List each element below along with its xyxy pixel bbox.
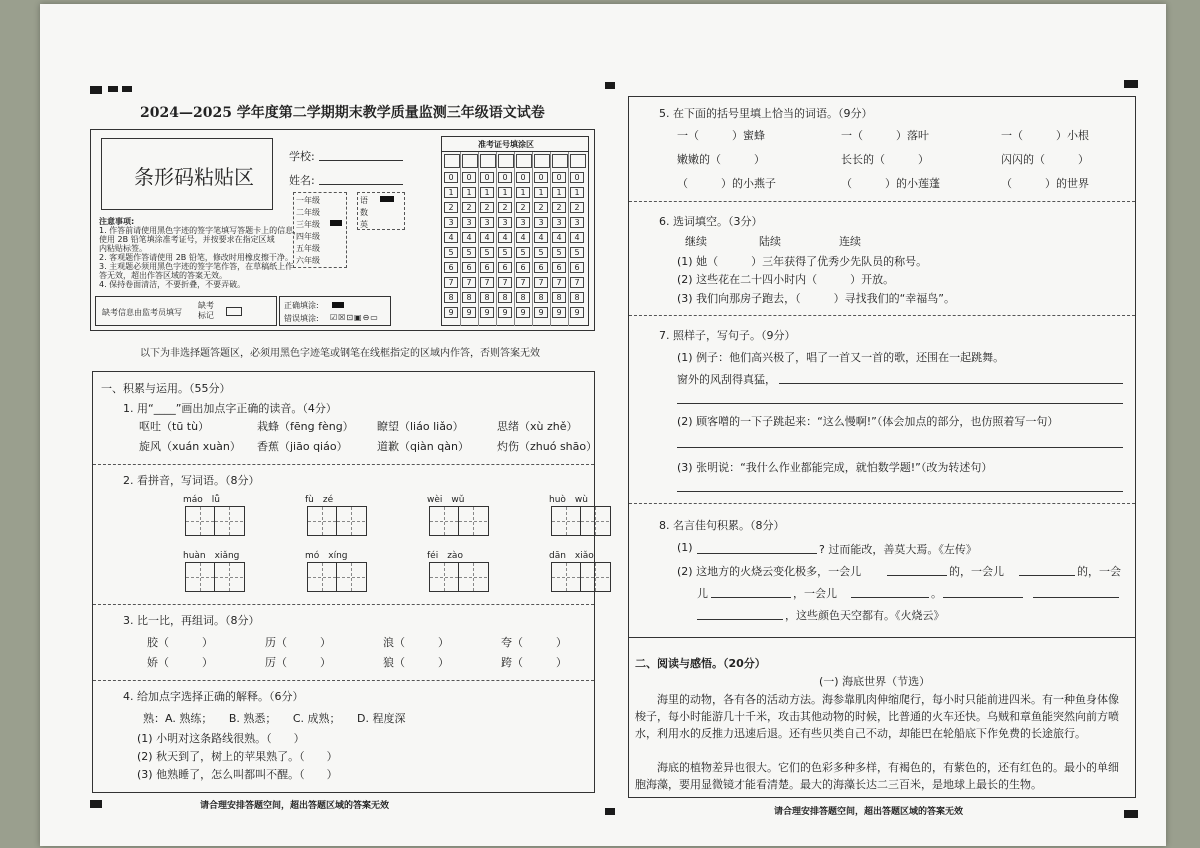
answer-area-notice: 以下为非选择题答题区，必须用黑色字迹笔或钢笔在线框指定的区域内作答，否则答案无效 <box>140 348 540 359</box>
exam-id-bubble[interactable]: 6 <box>444 262 458 273</box>
grade-6[interactable]: 六年级 <box>296 256 320 265</box>
exam-id-bubble[interactable]: 4 <box>480 232 494 243</box>
exam-id-bubble[interactable]: 4 <box>534 232 548 243</box>
exam-title: 2024—2025 学年度第二学期期末教学质量监测三年级语文试卷 <box>140 105 545 121</box>
exam-id-bubble[interactable]: 9 <box>534 307 548 318</box>
q8-item1-label: (1) <box>677 541 693 554</box>
q3-item[interactable]: 娇（ ） <box>147 656 213 669</box>
note-line: 1. 作答前请使用黑色字迹的签字笔填写答题卡上的信息， <box>99 226 302 235</box>
corner-mark <box>1124 80 1138 88</box>
grade-3[interactable]: 三年级 <box>296 220 320 229</box>
exam-id-bubble[interactable]: 0 <box>480 172 494 183</box>
note-line: 3. 主观题必须用黑色字迹的签字笔作答，在草稿纸上作 <box>99 262 294 271</box>
exam-id-bubble[interactable]: 6 <box>570 262 584 273</box>
q8-item2-text: ，这些颜色天空都有。《火烧云》 <box>785 609 945 622</box>
q8-blank[interactable] <box>1019 565 1075 576</box>
fill-example-box <box>279 296 391 326</box>
note-line: 内粘贴标签。 <box>99 244 147 253</box>
grade-selector <box>293 192 347 268</box>
exam-id-column <box>514 152 533 326</box>
q8-item2-text: ，一会儿 <box>793 587 837 600</box>
corner-mark <box>108 86 118 92</box>
q1-item: 瞭望（liáo liǎo） <box>377 420 464 433</box>
grade-1[interactable]: 一年级 <box>296 196 320 205</box>
q1-title: 1. 用“____”画出加点字正确的读音。（4分） <box>123 402 337 415</box>
name-label: 姓名: <box>289 174 315 187</box>
exam-id-write-box[interactable] <box>444 154 460 168</box>
exam-id-bubble[interactable]: 6 <box>534 262 548 273</box>
exam-id-column <box>442 152 461 326</box>
q7-prompt: 窗外的风刮得真猛， <box>677 373 776 386</box>
q8-blank[interactable] <box>943 587 1023 598</box>
q5-item[interactable]: 闪闪的（ ） <box>1001 153 1089 166</box>
q3-title: 3. 比一比，再组词。（8分） <box>123 614 260 627</box>
q2-writing-grid[interactable] <box>551 506 611 536</box>
q8-item2-text: 儿 <box>697 587 708 600</box>
q6-word: 陆续 <box>759 235 781 248</box>
exam-id-bubble[interactable]: 9 <box>480 307 494 318</box>
q1-item: 思绪（xù zhě） <box>497 420 578 433</box>
exam-id-bubble[interactable]: 9 <box>552 307 566 318</box>
exam-id-bubble[interactable]: 5 <box>552 247 566 258</box>
exam-id-bubble[interactable]: 7 <box>444 277 458 288</box>
exam-id-bubble[interactable]: 0 <box>498 172 512 183</box>
q5-item[interactable]: 长长的（ ） <box>841 153 929 166</box>
q2-pinyin: fù zé <box>305 495 334 505</box>
q8-blank[interactable] <box>1033 587 1119 598</box>
exam-id-bubble[interactable]: 5 <box>444 247 458 258</box>
notes-title: 注意事项: <box>99 217 135 226</box>
subject-filled-mark <box>380 196 394 202</box>
q8-item2-text: 。 <box>931 587 942 600</box>
q5-item[interactable]: 一（ ）蜜蜂 <box>677 129 765 142</box>
reading-title: (一) 海底世界（节选） <box>819 675 931 688</box>
q2-writing-grid[interactable] <box>429 562 489 592</box>
exam-id-bubble[interactable]: 4 <box>516 232 530 243</box>
footer-note-right: 请合理安排答题空间，超出答题区域的答案无效 <box>774 807 964 817</box>
q5-item[interactable]: （ ）的小燕子 <box>677 177 776 190</box>
q8-blank[interactable] <box>697 543 817 554</box>
barcode-label: 条形码粘贴区 <box>134 165 254 189</box>
q3-item[interactable]: 跨（ ） <box>501 656 567 669</box>
fill-wrong-label: 错误填涂: <box>284 314 319 323</box>
exam-id-bubble[interactable]: 2 <box>552 202 566 213</box>
q1-item: 道歉（qiàn qàn） <box>377 440 469 453</box>
exam-id-bubble[interactable]: 3 <box>444 217 458 228</box>
divider <box>629 315 1135 316</box>
exam-id-bubble[interactable]: 5 <box>534 247 548 258</box>
q6-item[interactable]: (1) 她（ ）三年获得了优秀少先队员的称号。 <box>677 255 928 268</box>
exam-id-bubble[interactable]: 2 <box>462 202 476 213</box>
absent-info: 缺考信息由监考员填写 <box>102 308 182 317</box>
exam-id-bubble[interactable]: 4 <box>444 232 458 243</box>
exam-id-bubble[interactable]: 9 <box>462 307 476 318</box>
exam-id-bubble[interactable]: 6 <box>552 262 566 273</box>
q6-item[interactable]: (3) 我们向那房子跑去，（ ）寻找我们的“幸福鸟”。 <box>677 292 955 305</box>
q1-item: 灼伤（zhuó shāo） <box>497 440 598 453</box>
exam-id-bubble[interactable]: 3 <box>480 217 494 228</box>
q7-item-3: (3) 张明说：“我什么作业都能完成，就怕数学题!”（改为转述句） <box>677 461 993 474</box>
q2-pinyin: wèi wǔ <box>427 495 465 505</box>
exam-id-bubble[interactable]: 7 <box>498 277 512 288</box>
exam-id-bubble[interactable]: 0 <box>570 172 584 183</box>
exam-id-bubble[interactable]: 7 <box>534 277 548 288</box>
exam-id-bubble[interactable]: 3 <box>570 217 584 228</box>
exam-id-bubble[interactable]: 0 <box>552 172 566 183</box>
exam-id-bubble[interactable]: 8 <box>498 292 512 303</box>
exam-id-bubble[interactable]: 9 <box>444 307 458 318</box>
exam-id-title: 准考证号填涂区 <box>478 140 534 149</box>
exam-id-bubble[interactable]: 8 <box>480 292 494 303</box>
q4-item[interactable]: (3) 他熟睡了，怎么叫都叫不醒。（ ） <box>137 768 338 781</box>
exam-id-bubble[interactable]: 7 <box>516 277 530 288</box>
exam-id-bubble[interactable]: 3 <box>498 217 512 228</box>
note-line: 使用 2B 铅笔填涂准考证号，并按要求在指定区域 <box>99 235 275 244</box>
q2-title: 2. 看拼音，写词语。（8分） <box>123 474 260 487</box>
subject-english[interactable]: 英 <box>360 220 368 229</box>
grade-4[interactable]: 四年级 <box>296 232 320 241</box>
q7-answer-line[interactable] <box>779 373 1123 384</box>
note-line: 4. 保持卷面清洁，不要折叠，不要弄破。 <box>99 280 246 289</box>
q3-item[interactable]: 厉（ ） <box>265 656 331 669</box>
q2-pinyin: huò wù <box>549 495 588 505</box>
exam-id-bubble[interactable]: 8 <box>516 292 530 303</box>
q5-item[interactable]: 一（ ）落叶 <box>841 129 929 142</box>
divider <box>93 464 594 465</box>
exam-paper <box>40 4 1166 846</box>
absent-box <box>95 296 277 326</box>
q1-item: 呕吐（tū tù） <box>139 420 210 433</box>
exam-id-bubble[interactable]: 3 <box>534 217 548 228</box>
exam-id-bubble[interactable]: 0 <box>534 172 548 183</box>
q8-item2-text: 的，一会儿 <box>949 565 1004 578</box>
q3-item[interactable]: 浪（ ） <box>383 636 449 649</box>
exam-id-bubble[interactable]: 4 <box>498 232 512 243</box>
q8-item2-text: (2) 这地方的火烧云变化极多，一会儿 <box>677 565 862 578</box>
exam-id-bubble[interactable]: 4 <box>552 232 566 243</box>
exam-id-bubble[interactable]: 2 <box>444 202 458 213</box>
school-field[interactable] <box>319 150 403 161</box>
exam-id-bubble[interactable]: 5 <box>498 247 512 258</box>
exam-id-bubble[interactable]: 9 <box>516 307 530 318</box>
exam-id-column <box>496 152 515 326</box>
exam-id-bubble[interactable]: 3 <box>462 217 476 228</box>
section-1-title: 一、积累与运用。（55分） <box>101 382 231 395</box>
corner-mark <box>1124 810 1138 818</box>
q8-blank[interactable] <box>711 587 791 598</box>
exam-id-bubble[interactable]: 2 <box>516 202 530 213</box>
subject-selector <box>357 192 405 230</box>
exam-id-bubble[interactable]: 0 <box>462 172 476 183</box>
left-answer-area <box>92 371 598 793</box>
exam-id-write-box[interactable] <box>552 154 568 168</box>
section-2-title: 二、阅读与感悟。（20分） <box>635 657 766 670</box>
exam-id-bubble[interactable]: 6 <box>462 262 476 273</box>
corner-mark <box>122 86 132 92</box>
q7-example: (1) 例子：他们高兴极了，唱了一首又一首的歌，还围在一起跳舞。 <box>677 351 1005 364</box>
exam-id-bubble[interactable]: 4 <box>462 232 476 243</box>
absent-mark-box[interactable] <box>226 307 242 316</box>
divider <box>93 680 594 681</box>
exam-id-bubble[interactable]: 1 <box>552 187 566 198</box>
exam-id-column <box>460 152 479 326</box>
barcode-area <box>101 138 273 210</box>
q7-title: 7. 照样子，写句子。（9分） <box>659 329 796 342</box>
q2-pinyin: mó xíng <box>305 551 348 561</box>
exam-id-bubble[interactable]: 7 <box>552 277 566 288</box>
exam-id-bubble[interactable]: 9 <box>570 307 584 318</box>
exam-id-bubble[interactable]: 5 <box>516 247 530 258</box>
q2-writing-grid[interactable] <box>429 506 489 536</box>
corner-mark <box>605 808 615 815</box>
q7-answer-line[interactable] <box>677 393 1123 404</box>
divider <box>629 637 1135 638</box>
q3-item[interactable]: 夸（ ） <box>501 636 567 649</box>
q4-item[interactable]: (1) 小明对这条路线很熟。（ ） <box>137 732 305 745</box>
q3-item[interactable]: 历（ ） <box>265 636 331 649</box>
exam-id-bubble[interactable]: 5 <box>480 247 494 258</box>
divider <box>629 201 1135 202</box>
exam-id-bubble[interactable]: 6 <box>516 262 530 273</box>
q7-answer-line[interactable] <box>677 481 1123 492</box>
corner-mark <box>90 800 102 808</box>
exam-id-bubble[interactable]: 9 <box>498 307 512 318</box>
exam-id-bubble[interactable]: 8 <box>462 292 476 303</box>
exam-id-bubble[interactable]: 2 <box>498 202 512 213</box>
exam-id-column <box>568 152 586 326</box>
q2-writing-grid[interactable] <box>185 506 245 536</box>
right-answer-area <box>628 96 1136 798</box>
q8-blank[interactable] <box>851 587 929 598</box>
q2-writing-grid[interactable] <box>551 562 611 592</box>
info-header <box>90 129 595 331</box>
absent-mark-label: 缺考 标记 <box>198 301 214 320</box>
divider <box>93 604 594 605</box>
exam-id-bubble[interactable]: 1 <box>480 187 494 198</box>
q2-pinyin: máo lǚ <box>183 495 220 505</box>
exam-id-bubble[interactable]: 7 <box>480 277 494 288</box>
fill-correct-label: 正确填涂: <box>284 301 319 310</box>
q7-answer-line[interactable] <box>677 437 1123 448</box>
exam-id-bubble[interactable]: 0 <box>444 172 458 183</box>
exam-id-bubble[interactable]: 1 <box>444 187 458 198</box>
exam-id-bubble[interactable]: 6 <box>480 262 494 273</box>
exam-id-write-box[interactable] <box>462 154 478 168</box>
q2-pinyin: féi zào <box>427 551 463 561</box>
exam-id-column <box>478 152 497 326</box>
grade-3-filled-mark <box>330 220 342 226</box>
subject-chinese[interactable]: 语 <box>360 196 368 205</box>
exam-id-bubble[interactable]: 8 <box>570 292 584 303</box>
note-line: 2. 客观题作答请使用 2B 铅笔，修改时用橡皮擦干净。 <box>99 253 293 262</box>
corner-mark <box>90 86 102 94</box>
q6-word: 继续 <box>685 235 707 248</box>
q8-title: 8. 名言佳句积累。（8分） <box>659 519 785 532</box>
exam-id-bubble[interactable]: 3 <box>552 217 566 228</box>
corner-mark <box>605 82 615 89</box>
exam-id-bubble[interactable]: 8 <box>552 292 566 303</box>
q2-writing-grid[interactable] <box>185 562 245 592</box>
exam-id-bubble[interactable]: 8 <box>534 292 548 303</box>
exam-id-bubble[interactable]: 5 <box>462 247 476 258</box>
footer-note-left: 请合理安排答题空间，超出答题区域的答案无效 <box>200 801 390 811</box>
fill-correct-sample <box>332 302 344 308</box>
exam-id-bubble[interactable]: 6 <box>498 262 512 273</box>
q1-item: 栽蜂（fēng fèng） <box>257 420 354 433</box>
exam-id-write-box[interactable] <box>570 154 586 168</box>
q8-blank[interactable] <box>697 609 783 620</box>
q2-pinyin: huàn xiǎng <box>183 551 240 561</box>
exam-id-column <box>532 152 551 326</box>
exam-id-bubble[interactable]: 1 <box>570 187 584 198</box>
q5-item[interactable]: （ ）的小莲蓬 <box>841 177 940 190</box>
q8-item1-text: ? 过而能改，善莫大焉。《左传》 <box>819 543 977 556</box>
exam-id-bubble[interactable]: 1 <box>462 187 476 198</box>
exam-id-write-box[interactable] <box>480 154 496 168</box>
q3-item[interactable]: 狼（ ） <box>383 656 449 669</box>
subject-math[interactable]: 数 <box>360 208 368 217</box>
name-field[interactable] <box>319 174 403 185</box>
q7-item-2: (2) 顾客噌的一下子跳起来：“这么慢啊!”（体会加点的部分，也仿照着写一句） <box>677 415 1059 428</box>
exam-id-bubble[interactable]: 0 <box>516 172 530 183</box>
exam-id-write-box[interactable] <box>534 154 550 168</box>
grade-2[interactable]: 二年级 <box>296 208 320 217</box>
exam-id-bubble[interactable]: 2 <box>534 202 548 213</box>
q8-item2-text: 的，一会 <box>1077 565 1121 578</box>
q5-item[interactable]: 一（ ）小根 <box>1001 129 1089 142</box>
q4-item[interactable]: (2) 秋天到了，树上的苹果熟了。（ ） <box>137 750 338 763</box>
reading-paragraph-2: 海底的植物差异也很大。它们的色彩多种多样，有褐色的，有紫色的，还有红色的。最小的单细胞海藻，要用显微镜才能看清楚。最大的海藻长达二三百米，是地球上最长的生物。 <box>635 761 1119 791</box>
q2-writing-grid[interactable] <box>307 562 367 592</box>
grade-5[interactable]: 五年级 <box>296 244 320 253</box>
exam-id-bubble[interactable]: 2 <box>570 202 584 213</box>
exam-id-bubble[interactable]: 2 <box>480 202 494 213</box>
school-label: 学校: <box>289 150 315 163</box>
q5-item[interactable]: （ ）的世界 <box>1001 177 1089 190</box>
q5-title: 5. 在下面的括号里填上恰当的词语。（9分） <box>659 107 873 120</box>
exam-id-write-box[interactable] <box>516 154 532 168</box>
q1-item: 香蕉（jiāo qiáo） <box>257 440 348 453</box>
q2-pinyin: dān xiǎo <box>549 551 594 561</box>
q8-blank[interactable] <box>887 565 947 576</box>
divider <box>629 503 1135 504</box>
q4-title: 4. 给加点字选择正确的解释。（6分） <box>123 690 304 703</box>
reading-paragraph-1: 海里的动物，各有各的活动方法。海参靠肌肉伸缩爬行，每小时只能前进四米。有一种鱼身体像梭子，每小时能游几十千米，攻击其他动物的时候，比普通的火车还快。乌贼和章鱼能突然向前方喷水，利用水的反推力迅速后退。还有些贝类自己不动，却能巴在轮船底下作免费的长途旅行。 <box>635 693 1119 740</box>
exam-id-bubble[interactable]: 7 <box>570 277 584 288</box>
note-line: 答无效，超出作答区域的答案无效。 <box>99 271 227 280</box>
exam-id-write-box[interactable] <box>498 154 514 168</box>
q6-word: 连续 <box>839 235 861 248</box>
exam-id-column <box>550 152 569 326</box>
exam-id-bubble[interactable]: 1 <box>534 187 548 198</box>
exam-id-bubble[interactable]: 1 <box>498 187 512 198</box>
exam-id-bubble[interactable]: 3 <box>516 217 530 228</box>
q1-item: 旋风（xuán xuàn） <box>139 440 241 453</box>
exam-id-bubble[interactable]: 5 <box>570 247 584 258</box>
fill-wrong-samples: ☑☒⊡▣⊖▭ <box>330 313 379 322</box>
exam-id-grid <box>441 136 589 326</box>
exam-id-bubble[interactable]: 4 <box>570 232 584 243</box>
exam-id-bubble[interactable]: 8 <box>444 292 458 303</box>
q4-options: 熟：A. 熟练； B. 熟悉； C. 成熟； D. 程度深 <box>143 712 406 725</box>
q2-writing-grid[interactable] <box>307 506 367 536</box>
q3-item[interactable]: 胶（ ） <box>147 636 213 649</box>
exam-id-bubble[interactable]: 7 <box>462 277 476 288</box>
q6-item[interactable]: (2) 这些花在二十四小时内（ ）开放。 <box>677 273 895 286</box>
notes <box>99 226 302 289</box>
exam-id-bubble[interactable]: 1 <box>516 187 530 198</box>
q6-title: 6. 选词填空。（3分） <box>659 215 763 228</box>
q5-item[interactable]: 嫩嫩的（ ） <box>677 153 765 166</box>
